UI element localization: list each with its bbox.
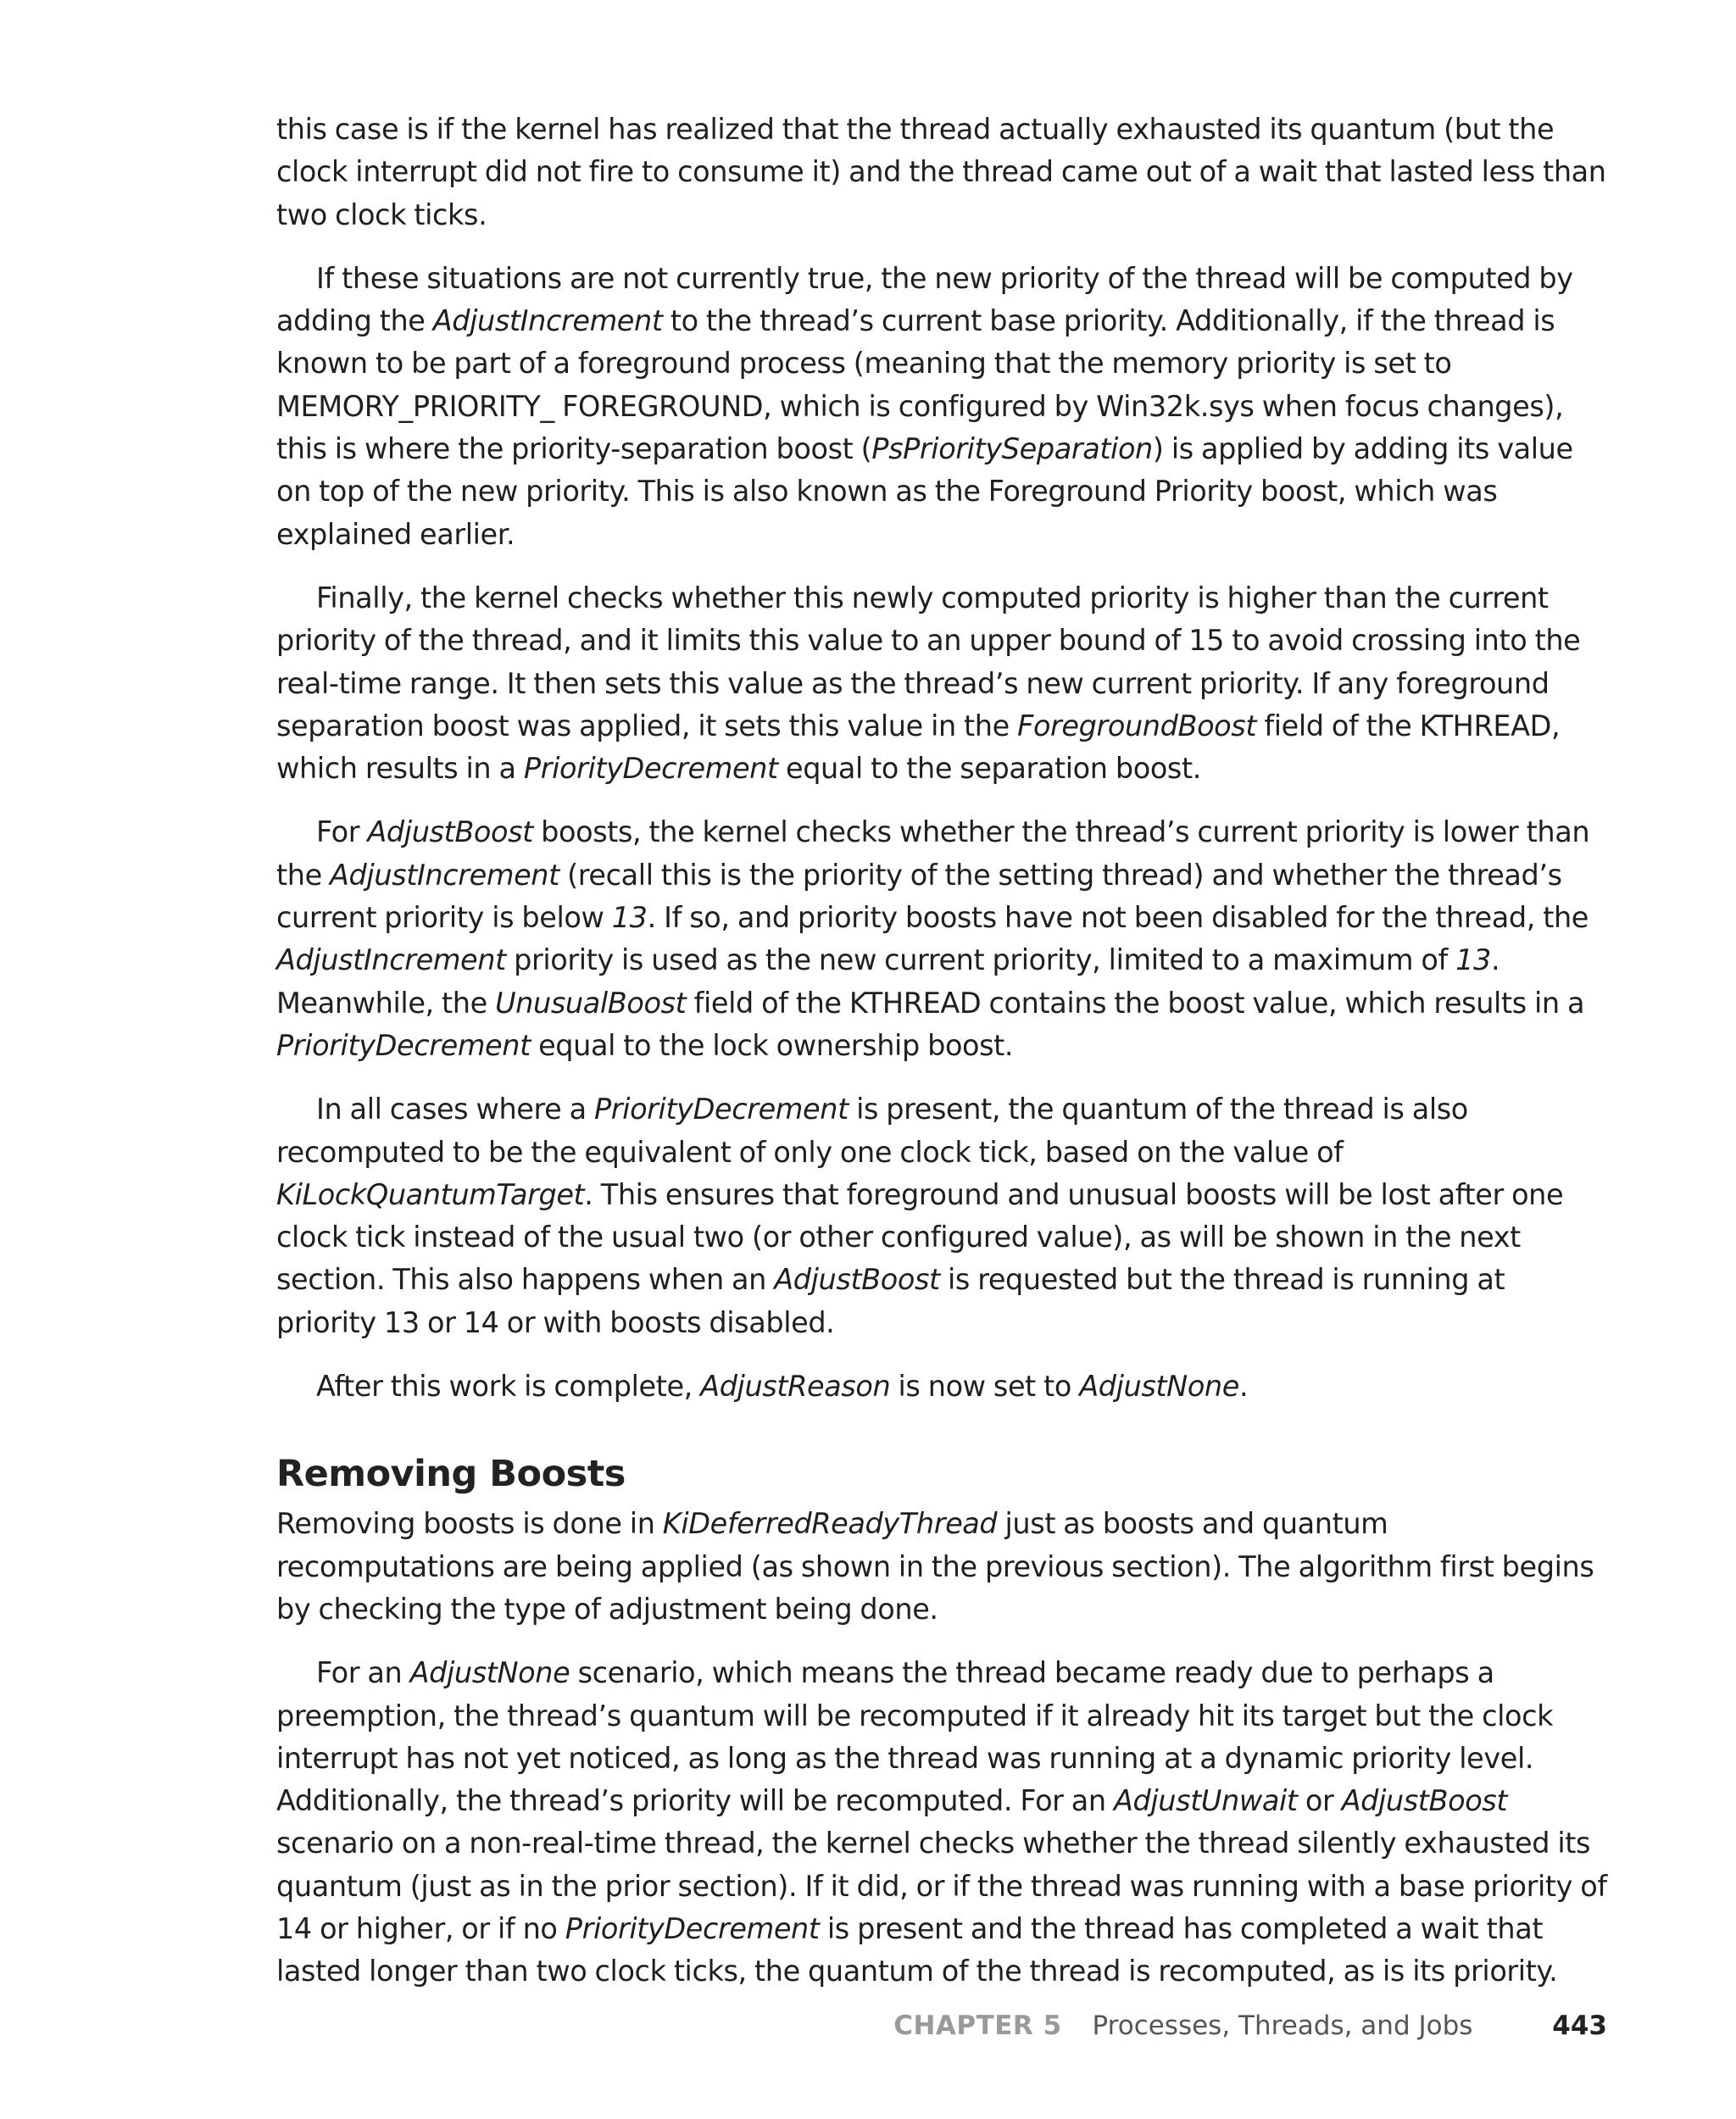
body-paragraph bbox=[276, 258, 1607, 556]
section-heading: Removing Boosts bbox=[276, 1453, 626, 1496]
italic-term: AdjustUnwait bbox=[1114, 1784, 1298, 1818]
text-run: equal to the lock ownership boost. bbox=[530, 1028, 1014, 1062]
body-paragraph bbox=[276, 1652, 1607, 1993]
italic-term: ForegroundBoost bbox=[1017, 709, 1257, 742]
body-paragraph bbox=[276, 577, 1607, 790]
section-paragraphs bbox=[276, 1503, 1607, 1993]
text-run: In all cases where a bbox=[316, 1093, 594, 1126]
text-run: . Meanwhile, the bbox=[276, 943, 1500, 1020]
text-run: After this work is complete, bbox=[316, 1370, 701, 1404]
footer-chapter-label: CHAPTER 5 bbox=[893, 2011, 1062, 2041]
text-run: or bbox=[1297, 1784, 1342, 1818]
text-run: . If so, and priority boosts have not been disabled for the thread, the bbox=[647, 901, 1589, 935]
italic-term: 13 bbox=[611, 901, 648, 935]
text-run: ) is applied by adding its value on top of the new priority. This is also known as the Foreground Priority boost, which was explained earlier. bbox=[276, 432, 1573, 551]
italic-term: KiLockQuantumTarget bbox=[276, 1177, 585, 1211]
intro-paragraphs bbox=[276, 108, 1607, 1408]
text-run: Removing boosts is done in bbox=[276, 1507, 663, 1541]
page-footer bbox=[893, 2009, 1607, 2043]
italic-term: KiDeferredReadyThread bbox=[662, 1507, 998, 1541]
text-run: Finally, the kernel checks whether this newly computed priority is higher than the current priority of the thread, and it limits this value to an upper bound of 15 to avoid crossing into the real-time range. It then sets this value as the thread’s new current priority. If any foreground separation boost was applied, it sets this value in the bbox=[276, 581, 1581, 742]
italic-term: PsPrioritySeparation bbox=[871, 432, 1153, 466]
text-run: If these situations are not currently true, the new priority of the thread will be computed by adding the bbox=[276, 261, 1573, 338]
italic-term: AdjustIncrement bbox=[330, 858, 559, 892]
italic-term: AdjustIncrement bbox=[276, 943, 506, 977]
text-run: . This ensures that foreground and unusual boosts will be lost after one clock tick instead of the usual two (or other configured value), as will be shown in the next section. This also happens when an bbox=[276, 1177, 1564, 1297]
text-run: to the thread’s current base priority. Additionally, if the thread is known to be part of a foreground process (meaning that the memory priority is set to MEMORY_PRIORITY_ FOREGROUND, which is configured by Win32k.sys when focus changes), this is where the priority-separation boost ( bbox=[276, 304, 1564, 466]
text-run: priority is used as the new current priority, limited to a maximum of bbox=[505, 943, 1456, 977]
italic-term: PriorityDecrement bbox=[523, 752, 778, 786]
body-paragraph bbox=[276, 108, 1607, 236]
italic-term: 13 bbox=[1455, 943, 1491, 977]
text-run: field of the KTHREAD contains the boost value, which results in a bbox=[686, 986, 1585, 1020]
text-run: field of the KTHREAD, which results in a bbox=[276, 709, 1561, 786]
body-paragraph bbox=[276, 1088, 1607, 1344]
italic-term: AdjustReason bbox=[700, 1370, 891, 1404]
italic-term: UnusualBoost bbox=[495, 986, 687, 1020]
text-run: For an bbox=[316, 1656, 410, 1690]
text-run: For bbox=[316, 815, 368, 849]
text-run: boosts, the kernel checks whether the thread’s current priority is lower than the bbox=[276, 815, 1590, 892]
italic-term: AdjustNone bbox=[1079, 1370, 1239, 1404]
text-run: is present and the thread has completed a wait that lasted longer than two clock ticks, the quantum of the thread is recomputed, as is its priority. bbox=[276, 1911, 1558, 1988]
text-run: equal to the separation boost. bbox=[777, 752, 1201, 786]
text-run: (recall this is the priority of the setting thread) and whether the thread’s current priority is below bbox=[276, 858, 1562, 935]
body-paragraph bbox=[276, 811, 1607, 1067]
italic-term: AdjustBoost bbox=[367, 815, 533, 849]
page-number: 443 bbox=[1552, 2011, 1607, 2041]
italic-term: AdjustIncrement bbox=[432, 304, 663, 338]
text-run: scenario on a non-real-time thread, the kernel checks whether the thread silently exhausted its quantum (just as in the prior section). If it did, or if the thread was running with a base priority of 14 or higher, or if no bbox=[276, 1827, 1607, 1945]
text-run: this case is if the kernel has realized that the thread actually exhausted its quantum (but the clock interrupt did not fire to consume it) and the thread came out of a wait that lasted less than two clock ticks. bbox=[276, 113, 1606, 231]
italic-term: PriorityDecrement bbox=[565, 1911, 820, 1945]
page-body bbox=[276, 108, 1607, 2015]
text-run: is now set to bbox=[890, 1370, 1080, 1404]
italic-term: AdjustBoost bbox=[774, 1263, 940, 1297]
text-run: is requested but the thread is running at priority 13 or 14 or with boosts disabled. bbox=[276, 1263, 1505, 1339]
body-paragraph bbox=[276, 1365, 1607, 1408]
italic-term: PriorityDecrement bbox=[276, 1028, 531, 1062]
text-run: . bbox=[1238, 1370, 1249, 1404]
italic-term: AdjustBoost bbox=[1341, 1784, 1508, 1818]
text-run: is present, the quantum of the thread is also recomputed to be the equivalent of only one clock tick, based on the value of bbox=[276, 1093, 1468, 1169]
italic-term: PriorityDecrement bbox=[593, 1093, 849, 1126]
text-run: scenario, which means the thread became ready due to perhaps a preemption, the thread’s quantum will be recomputed if it already hit its target but the clock interrupt has not yet noticed, as long as the thread was running at a dynamic priority level. Additionally, the thread’s priority will be recomputed. For an bbox=[276, 1656, 1554, 1818]
text-run: just as boosts and quantum recomputations are being applied (as shown in the previous section). The algorithm first begins by checking the type of adjustment being done. bbox=[276, 1507, 1594, 1626]
italic-term: AdjustNone bbox=[409, 1656, 570, 1690]
body-paragraph bbox=[276, 1503, 1607, 1631]
footer-chapter-title: Processes, Threads, and Jobs bbox=[1092, 2011, 1473, 2041]
